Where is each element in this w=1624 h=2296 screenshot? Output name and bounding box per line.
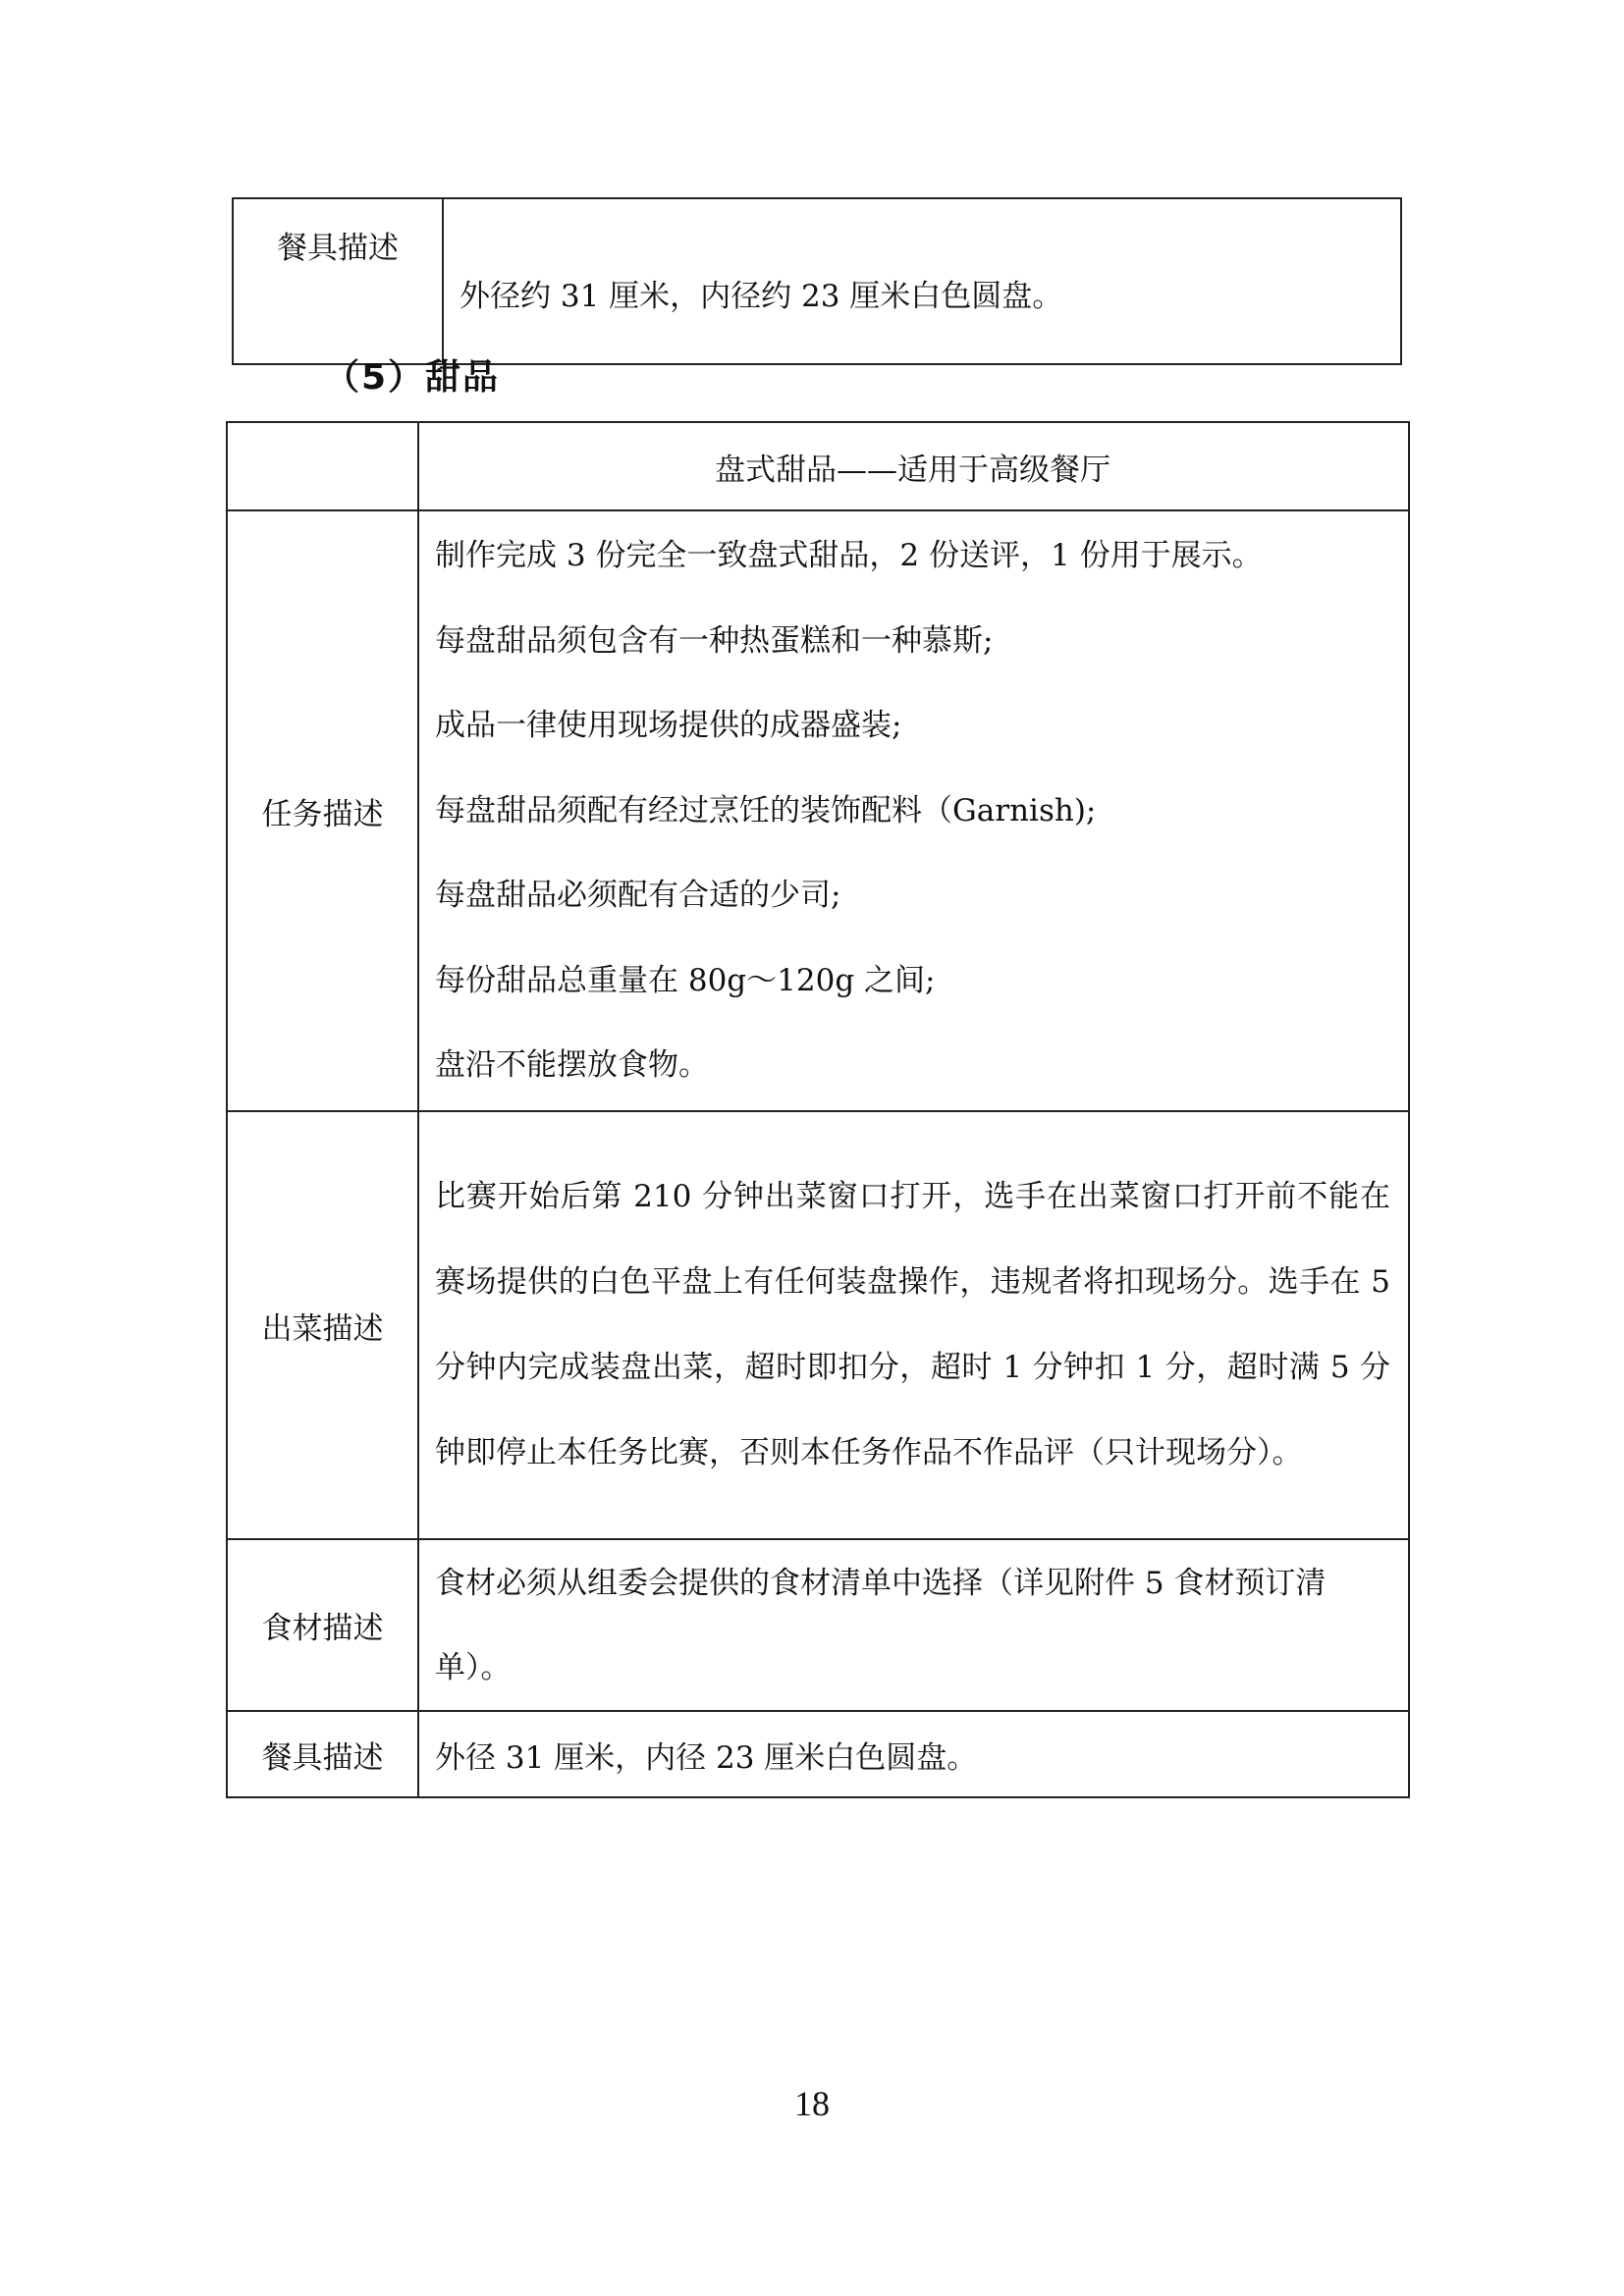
tableware-description: 外径 31 厘米，内径 23 厘米白色圆盘。 [418, 1711, 1409, 1797]
serve-label: 出菜描述 [227, 1111, 418, 1539]
blank-cell [227, 422, 418, 510]
section-heading: （5）甜品 [324, 357, 501, 398]
task-description [418, 510, 1409, 1111]
serve-description: 比赛开始后第 210 分钟出菜窗口打开，选手在出菜窗口打开前不能在赛场提供的白色平盘上有任何装盘操作，违规者将扣现场分。选手在 5 分钟内完成装盘出菜，超时即扣分，超时 1 分钟扣 1 分，超时满 5 分钟即停止本任务比赛，否则本任务作品不作品评（只计现场分）。 [418, 1111, 1409, 1539]
task-line: 每盘甜品须配有经过烹饪的装饰配料（Garnish); [435, 792, 1097, 828]
table-row [233, 198, 1401, 364]
table-row [227, 1111, 1409, 1539]
ingredients-description: 食材必须从组委会提供的食材清单中选择（详见附件 5 食材预订清单）。 [418, 1539, 1409, 1711]
table-row [227, 1539, 1409, 1711]
tableware-table-continued [232, 197, 1402, 365]
table-row [227, 1711, 1409, 1797]
tableware-label: 餐具描述 [233, 198, 443, 364]
tableware-label: 餐具描述 [227, 1711, 418, 1797]
table-row [227, 510, 1409, 1111]
table-title: 盘式甜品——适用于高级餐厅 [418, 422, 1409, 510]
task-line: 成品一律使用现场提供的成器盛装; [435, 708, 902, 744]
dessert-table [226, 421, 1410, 1798]
task-line: 每盘甜品必须配有合适的少司; [435, 878, 841, 914]
table-row [227, 422, 1409, 510]
page-number: 18 [794, 2084, 830, 2123]
task-label: 任务描述 [227, 510, 418, 1111]
task-line: 盘沿不能摆放食物。 [435, 1047, 709, 1084]
task-line: 每份甜品总重量在 80g～120g 之间; [435, 962, 936, 998]
ingredients-label: 食材描述 [227, 1539, 418, 1711]
task-line: 制作完成 3 份完全一致盘式甜品，2 份送评，1 份用于展示。 [435, 538, 1263, 574]
task-line: 每盘甜品须包含有一种热蛋糕和一种慕斯; [435, 622, 994, 659]
tableware-text: 外径约 31 厘米，内径约 23 厘米白色圆盘。 [443, 198, 1401, 364]
